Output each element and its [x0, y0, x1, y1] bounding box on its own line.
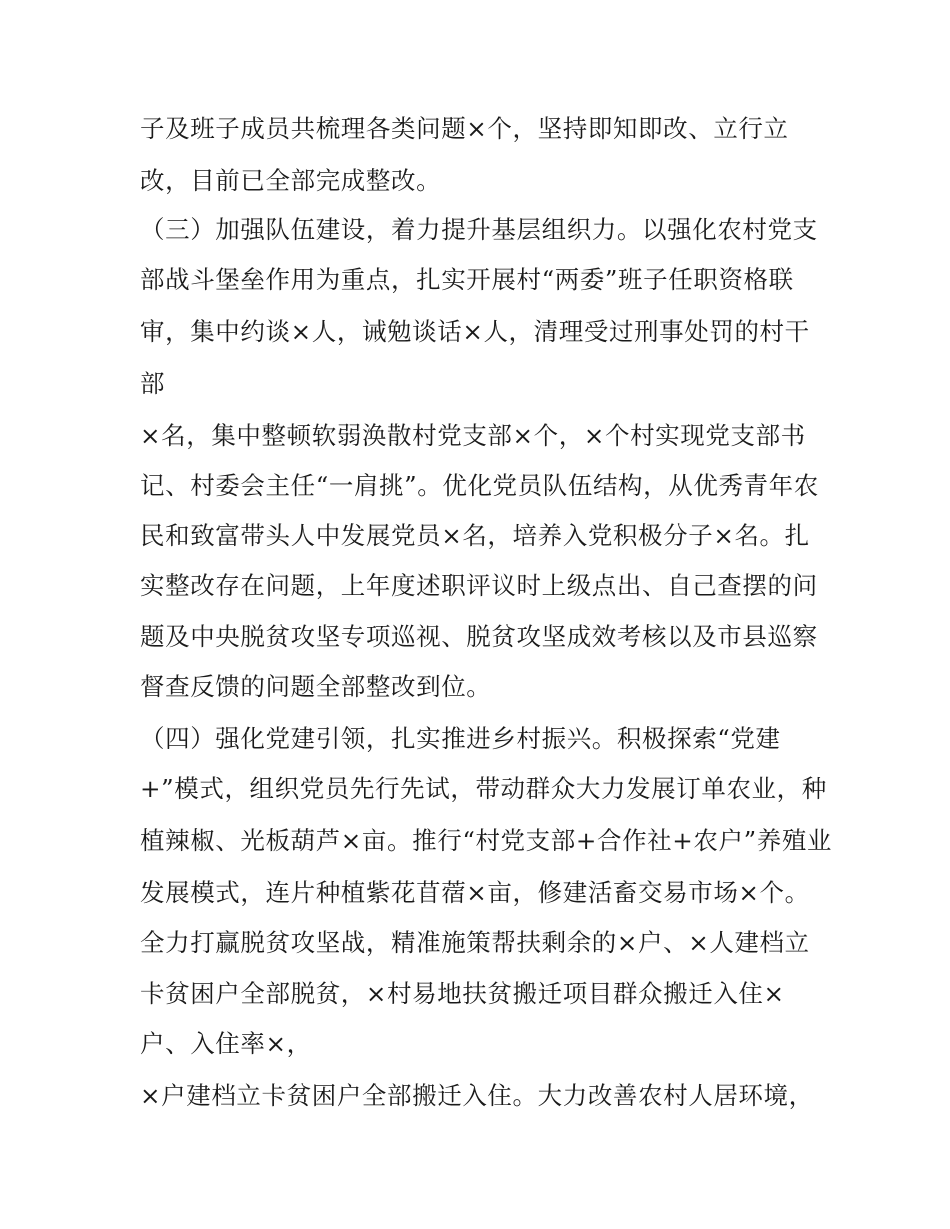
- text-line: 户、入住率×，: [140, 1029, 312, 1058]
- text-line: （四）强化党建引领，扎实推进乡村振兴。积极探索“党建: [140, 724, 781, 753]
- text-line: 审，集中约谈×人，诫勉谈话×人，清理受过刑事处罚的村干: [140, 317, 810, 346]
- text-line: 实整改存在问题，上年度述职评议时上级点出、自己查摆的问: [140, 571, 818, 600]
- text-line: ×户建档立卡贫困户全部搬迁入住。大力改善农村人居环境，: [140, 1081, 814, 1110]
- text-line: 民和致富带头人中发展党员×名，培养入党积极分子×名。扎: [140, 521, 810, 550]
- text-line: 题及中央脱贫攻坚专项巡视、脱贫攻坚成效考核以及市县巡察: [140, 622, 818, 651]
- text-line: 子及班子成员共梳理各类问题×个，坚持即知即改、立行立: [140, 114, 789, 143]
- text-line: 发展模式，连片种植紫花苜蓿×亩，修建活畜交易市场×个。: [140, 878, 810, 907]
- text-line: 卡贫困户全部脱贫，×村易地扶贫搬迁项目群众搬迁入住×: [140, 979, 785, 1008]
- text-line: （三）加强队伍建设，着力提升基层组织力。以强化农村党支: [140, 215, 818, 244]
- text-line: 督查反馈的问题全部整改到位。: [140, 672, 492, 701]
- text-line: 记、村委会主任“一肩挑”。优化党员队伍结构，从优秀青年农: [140, 471, 819, 500]
- text-line: 植辣椒、光板葫芦×亩。推行“村党支部+合作社+农户”养殖业: [140, 826, 833, 855]
- text-line: 全力打赢脱贫攻坚战，精准施策帮扶剩余的×户、×人建档立: [140, 928, 810, 957]
- text-line: +”模式，组织党员先行先试，带动群众大力发展订单农业，种: [140, 774, 827, 803]
- text-line: 改，目前已全部完成整改。: [140, 166, 442, 195]
- text-line: 部战斗堡垒作用为重点，扎实开展村“两委”班子任职资格联: [140, 265, 794, 294]
- text-line: ×名，集中整顿软弱涣散村党支部×个，×个村实现党支部书: [140, 421, 806, 450]
- text-line: 部: [140, 369, 166, 398]
